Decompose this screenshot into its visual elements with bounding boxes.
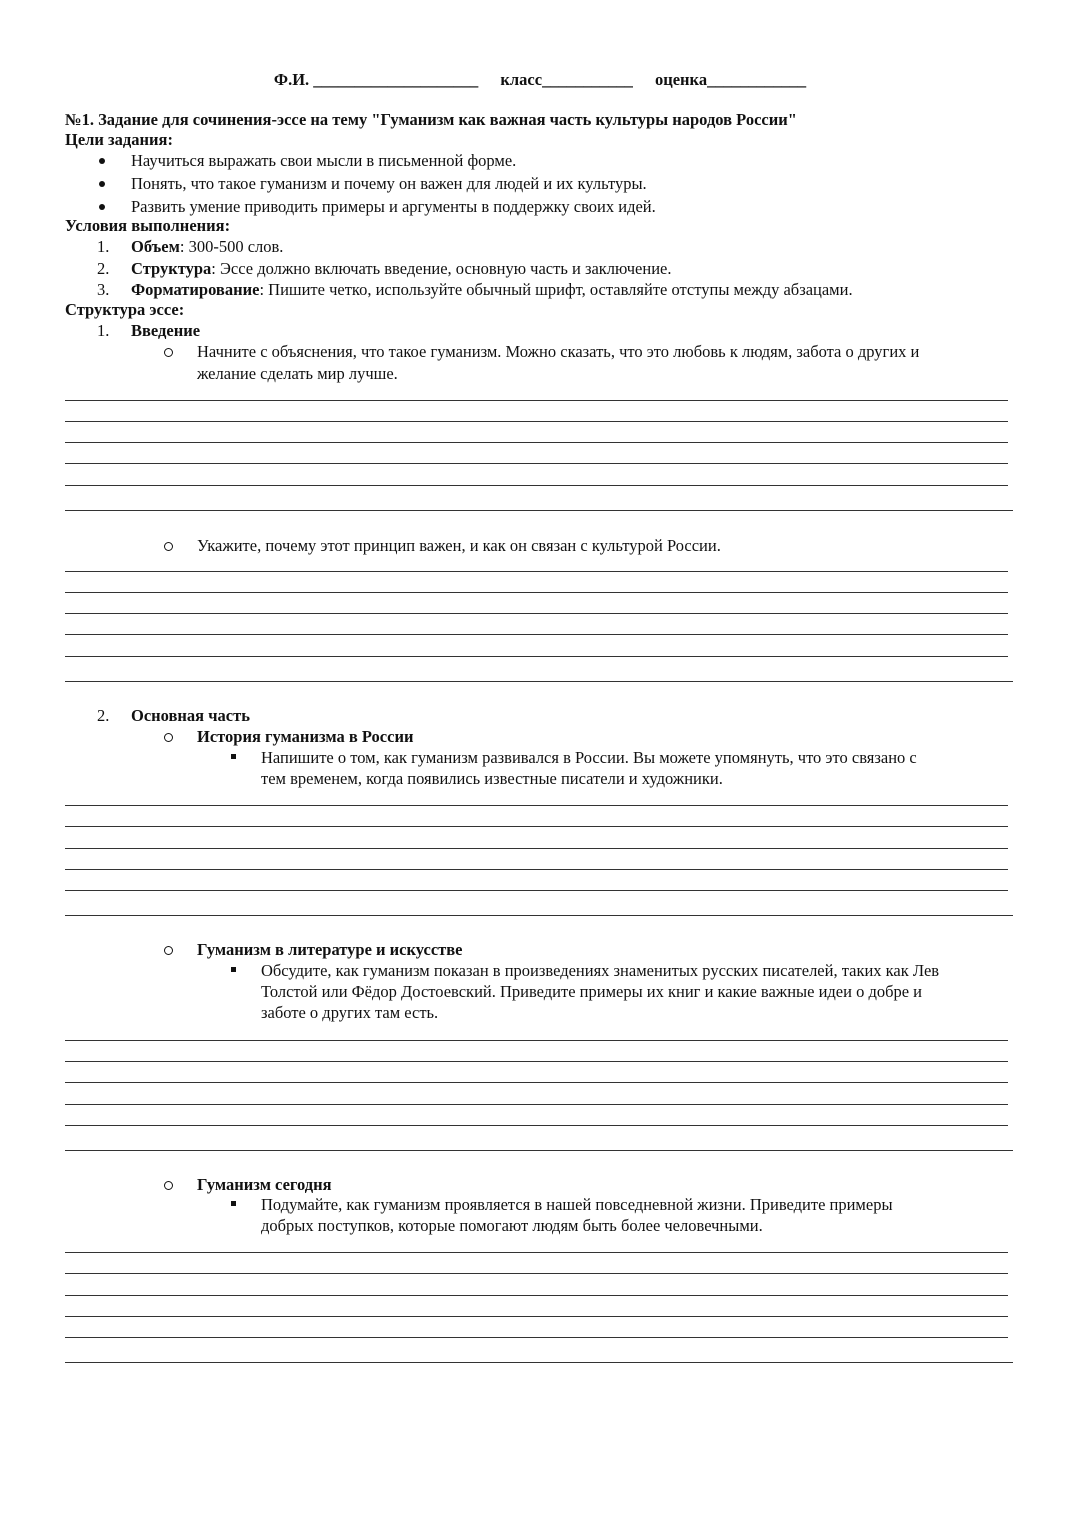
writing-line: [65, 1316, 1008, 1317]
writing-line: [65, 442, 1008, 443]
writing-line: [65, 869, 1008, 870]
literature-text: Толстой или Фёдор Достоевский. Приведите примеры их книг и какие важные идеи о добре и: [261, 982, 923, 1001]
writing-line: [65, 613, 1008, 614]
grade-field: оценка____________: [654, 70, 807, 89]
section-number: 1.: [97, 321, 110, 340]
bullet-icon: [99, 158, 105, 164]
literature-title: Гуманизм в литературе и искусстве: [197, 940, 463, 959]
condition-item: [131, 280, 853, 300]
class-field: класс___________: [500, 70, 633, 89]
literature-text: Обсудите, как гуманизм показан в произведениях знаменитых русских писателей, таких как Лев: [261, 961, 940, 980]
circle-bullet-icon: [164, 348, 173, 357]
condition-label: Объем: [131, 237, 180, 256]
writing-line: [65, 1104, 1008, 1105]
condition-text: : Эссе должно включать введение, основную часть и заключение.: [211, 259, 672, 278]
writing-line: [65, 826, 1008, 827]
writing-line: [65, 1252, 1008, 1253]
writing-line: [65, 1337, 1008, 1338]
intro-title: Введение: [131, 321, 201, 340]
today-text: Подумайте, как гуманизм проявляется в нашей повседневной жизни. Приведите примеры: [261, 1195, 893, 1214]
section-number: 2.: [97, 706, 110, 725]
writing-line: [65, 681, 1013, 682]
goal-item: Научиться выражать свои мысли в письменной форме.: [131, 151, 517, 170]
condition-number: 1.: [97, 237, 110, 256]
writing-line: [65, 634, 1008, 635]
writing-line: [65, 890, 1008, 891]
writing-line: [65, 485, 1008, 486]
goal-item: Понять, что такое гуманизм и почему он важен для людей и их культуры.: [131, 174, 647, 193]
condition-number: 2.: [97, 259, 110, 278]
condition-label: Структура: [131, 259, 212, 278]
intro-item-text: желание сделать мир лучше.: [197, 364, 398, 383]
bullet-icon: [99, 181, 105, 187]
bullet-icon: [99, 204, 105, 210]
intro-item-text: Укажите, почему этот принцип важен, и как он связан с культурой России.: [197, 536, 721, 555]
writing-line: [65, 1061, 1008, 1062]
condition-text: : 300-500 слов.: [179, 237, 284, 256]
square-bullet-icon: [231, 754, 236, 759]
structure-heading: Структура эссе:: [65, 300, 185, 319]
writing-line: [65, 1362, 1013, 1363]
condition-label: Форматирование: [131, 280, 260, 299]
conditions-heading: Условия выполнения:: [65, 216, 231, 235]
condition-text: : Пишите четко, используйте обычный шрифт, оставляйте отступы между абзацами.: [259, 280, 853, 299]
circle-bullet-icon: [164, 946, 173, 955]
intro-item-text: Начните с объяснения, что такое гуманизм. Можно сказать, что это любовь к людям, забота о других и: [197, 342, 920, 361]
circle-bullet-icon: [164, 542, 173, 551]
circle-bullet-icon: [164, 1181, 173, 1190]
writing-line: [65, 1150, 1013, 1151]
writing-line: [65, 656, 1008, 657]
writing-line: [65, 421, 1008, 422]
condition-number: 3.: [97, 280, 110, 299]
writing-line: [65, 805, 1008, 806]
condition-item: [131, 237, 283, 257]
main-title: Основная часть: [131, 706, 250, 725]
writing-line: [65, 915, 1013, 916]
square-bullet-icon: [231, 967, 236, 972]
square-bullet-icon: [231, 1201, 236, 1206]
writing-line: [65, 1125, 1008, 1126]
condition-item: [131, 259, 671, 279]
writing-line: [65, 592, 1008, 593]
writing-line: [65, 848, 1008, 849]
today-text: добрых поступков, которые помогают людям быть более человечными.: [261, 1216, 763, 1235]
literature-text: заботе о других там есть.: [261, 1003, 439, 1022]
history-text: тем временем, когда появились известные писатели и художники.: [261, 769, 723, 788]
writing-line: [65, 510, 1013, 511]
writing-line: [65, 463, 1008, 464]
writing-line: [65, 1040, 1008, 1041]
today-title: Гуманизм сегодня: [197, 1175, 332, 1194]
circle-bullet-icon: [164, 733, 173, 742]
writing-line: [65, 1295, 1008, 1296]
writing-line: [65, 400, 1008, 401]
task-title: №1. Задание для сочинения-эссе на тему "Гуманизм как важная часть культуры народов России": [65, 110, 797, 129]
fio-field: Ф.И. ____________________: [273, 70, 479, 89]
history-text: Напишите о том, как гуманизм развивался в России. Вы можете упомянуть, что это связано с: [261, 748, 917, 767]
student-info-header: [0, 70, 1080, 90]
writing-line: [65, 1082, 1008, 1083]
goals-heading: Цели задания:: [65, 130, 173, 149]
writing-line: [65, 571, 1008, 572]
writing-line: [65, 1273, 1008, 1274]
goal-item: Развить умение приводить примеры и аргументы в поддержку своих идей.: [131, 197, 656, 216]
history-title: История гуманизма в России: [197, 727, 414, 746]
